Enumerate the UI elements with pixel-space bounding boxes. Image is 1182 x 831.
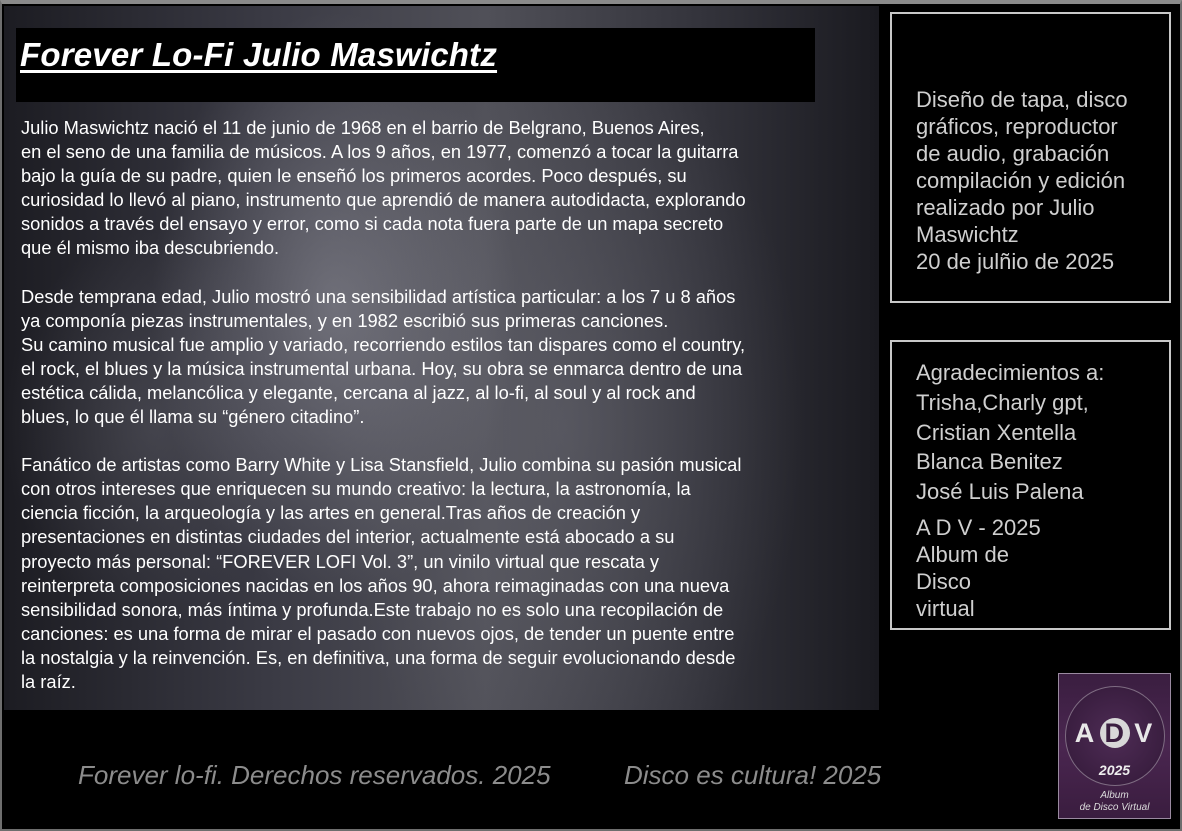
list-item: Trisha,Charly gpt, — [916, 390, 1089, 415]
credits-box — [890, 12, 1171, 303]
acknowledgements-box — [890, 340, 1171, 630]
biography-text — [21, 116, 871, 718]
bio-paragraph: Julio Maswichtz nació el 11 de junio de 1968 en el barrio de Belgrano, Buenos Aires, en el seno de una familia de músicos. A los 9 años, en 1977, comenzó a tocar la guitarra bajo la guía de su padre, quien le enseñó los primeros acordes. Poco después, su curiosidad lo llevó al piano, instrumento que aprendió de manera autodidacta, explorando sonidos a través del ensayo y error, como si cada nota fuera parte de un mapa secreto que él mismo iba descubriendo. — [21, 117, 746, 259]
album-line: Disco — [916, 569, 972, 594]
logo-caption: Album de Disco Virtual — [1079, 790, 1150, 813]
credits-text: Diseño de tapa, disco gráficos, reproductor de audio, grabación compilación y edición realizado por Julio Maswichtz 20 de julñio de 2025 — [916, 87, 1128, 274]
adv-album-info — [916, 514, 1041, 622]
adv-logo — [1058, 673, 1171, 819]
bio-paragraph: Desde temprana edad, Julio mostró una sensibilidad artística particular: a los 7 u 8 años ya componía piezas instrumentales, y en 1982 escribió sus primeras canciones. Su camino musical fue amplio y variado, recorriendo estilos tan dispares como el country, el rock, el blues y la música instrumental urbana. Hoy, su obra se enmarca dentro de una estética cálida, melancólica y elegante, cercana al jazz, al lo-fi, al soul y al rock and blues, lo que él llama su “género citadino”. — [21, 285, 746, 428]
acknowledgements-heading: Agradecimientos a: — [916, 360, 1105, 385]
footer-copyright: Forever lo-fi. Derechos reservados. 2025 — [78, 760, 551, 790]
page-title: Forever Lo-Fi Julio Maswichtz — [20, 36, 498, 73]
list-item: Cristian Xentella — [916, 419, 1077, 445]
adv-line: A D V - 2025 — [916, 515, 1041, 540]
logo-letters — [1059, 718, 1170, 749]
footer-slogan: Disco es cultura! 2025 — [624, 760, 882, 790]
album-line: Album de — [916, 542, 1009, 567]
list-item: José Luis Palena — [916, 478, 1084, 504]
list-item: Blanca Benitez — [916, 449, 1063, 474]
album-line: virtual — [916, 596, 975, 621]
logo-year: 2025 — [1098, 762, 1131, 778]
acknowledgements-list — [916, 388, 1089, 506]
biography-panel — [4, 6, 879, 710]
logo-letter-v: V — [1134, 718, 1155, 748]
logo-letter-d: D — [1100, 718, 1130, 748]
logo-letter-a: A — [1074, 718, 1097, 748]
bio-paragraph: Fanático de artistas como Barry White y Lisa Stansfield, Julio combina su pasión musical con otros intereses que enriquecen su mundo creativo: la lectura, la astronomía, la ciencia ficción, la arqueología y las artes en general.Tras años de creación y presentaciones en distintas ciudades del interior, actualmente está abocado a su proyecto más personal: “FOREVER LOFI Vol. 3”, un vinilo virtual que rescata y reinterpreta composiciones nacidas en los años 90, ahora reimaginadas con una nueva sensibilidad sonora, más íntima y profunda.Este trabajo no es solo una recopilación de canciones: es una forma de mirar el pasado con nuevos ojos, de tender un puente entre la nostalgia y la reinvención. Es, en definitiva, una forma de seguir evolucionando desde la raíz. — [21, 454, 742, 692]
